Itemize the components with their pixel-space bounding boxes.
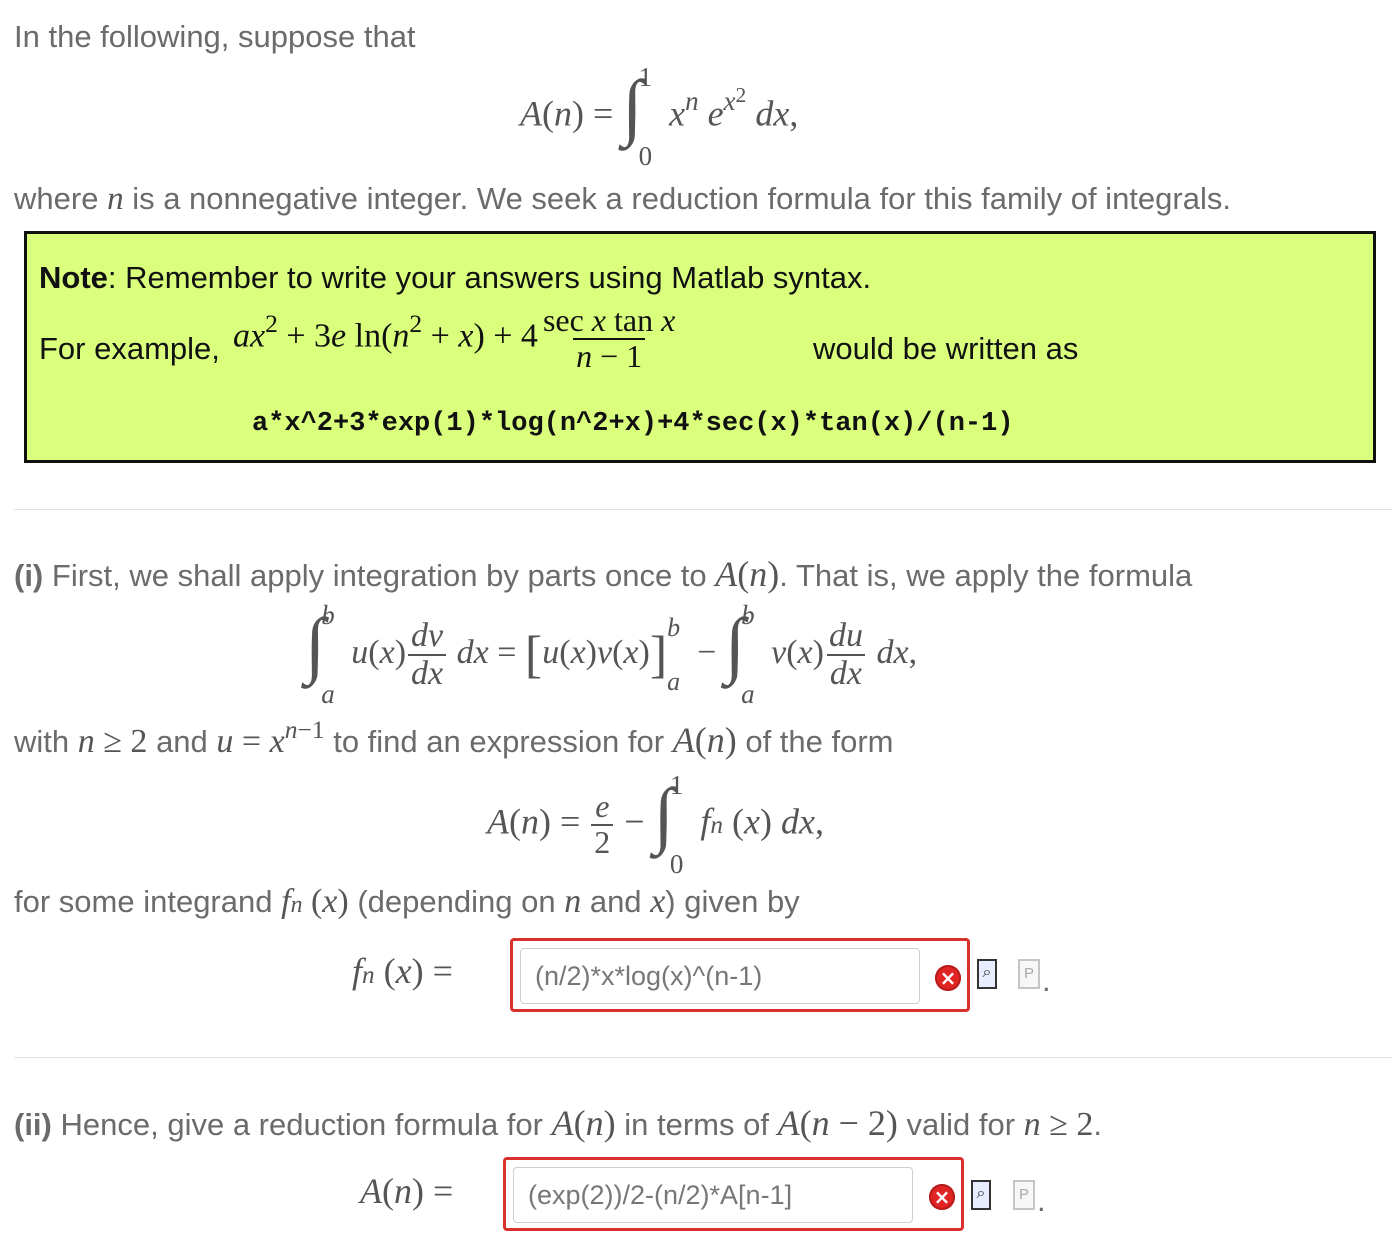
preview-magnifier-icon[interactable]: ⌕ xyxy=(971,1180,991,1210)
preview-magnifier-icon[interactable]: ⌕ xyxy=(977,959,997,989)
part1-some-line: for some integrand fn (x) (depending on n and x) given by xyxy=(14,883,800,920)
An-answer-box xyxy=(503,1157,964,1231)
form-equation: A(n) = $\frac{e}{2}$ − ∫ 1 0 fn (x) dx, xyxy=(487,770,824,879)
divider xyxy=(14,509,1392,510)
note-line: Note: Remember to write your answers using Matlab syntax. xyxy=(39,260,872,295)
note-code-example: a*x^2+3*exp(1)*log(n^2+x)+4*sec(x)*tan(x)/(n-1) xyxy=(252,409,1014,439)
definition-equation: A(n) = ∫ 1 0 $x^n$ $e^{x^2}$ dx, xyxy=(520,62,799,171)
intro-lead: In the following, suppose that xyxy=(14,19,416,54)
part1-heading: (i) First, we shall apply integration by parts once to A(n). That is, we apply the formula xyxy=(14,554,1193,594)
period: . xyxy=(1042,963,1051,998)
part1-An: A(n) xyxy=(715,554,780,594)
intro-after: where n is a nonnegative integer. We seek a reduction formula for this family of integrals. xyxy=(14,181,1231,217)
part1-with-line: with n ≥ 2 and $u = x^{n-1}$ to find an expression for A(n) of the form xyxy=(14,714,894,760)
note-example-math: $ax^2 + 3e$ $\ln(n^2 + x) + 4$ $\frac{\text{sec x tan x}}{n - 1}$ xyxy=(233,302,676,374)
fn-answer-box xyxy=(510,938,970,1012)
ibp-formula: ∫ b a u(x) $\frac{dv}{dx}$ dx = [u(x)v(x)] b a − ∫ b a v(x) $\frac{du}{dx}$ dx, xyxy=(305,600,918,709)
An-answer-input[interactable]: (exp(2))/2-(n/2)*A[n-1] xyxy=(513,1167,913,1223)
part2-heading: (ii) Hence, give a reduction formula for A(n) in terms of A(n − 2) valid for n ≥ 2. xyxy=(14,1103,1102,1143)
note-box xyxy=(24,231,1376,463)
fn-answer-label: fn (x) = xyxy=(352,951,453,991)
fn-answer-input[interactable]: (n/2)*x*log(x)^(n-1) xyxy=(520,948,920,1004)
pdf-document-icon[interactable]: P xyxy=(1018,959,1040,989)
period: . xyxy=(1037,1183,1046,1218)
pdf-document-icon[interactable]: P xyxy=(1013,1180,1035,1210)
note-example-tail: would be written as xyxy=(813,331,1079,366)
divider xyxy=(14,1057,1392,1058)
error-x-icon: × xyxy=(929,1184,955,1210)
note-example-lead: For example, xyxy=(39,331,220,366)
error-x-icon: × xyxy=(935,965,961,991)
An-answer-label: A(n) = xyxy=(360,1171,454,1211)
